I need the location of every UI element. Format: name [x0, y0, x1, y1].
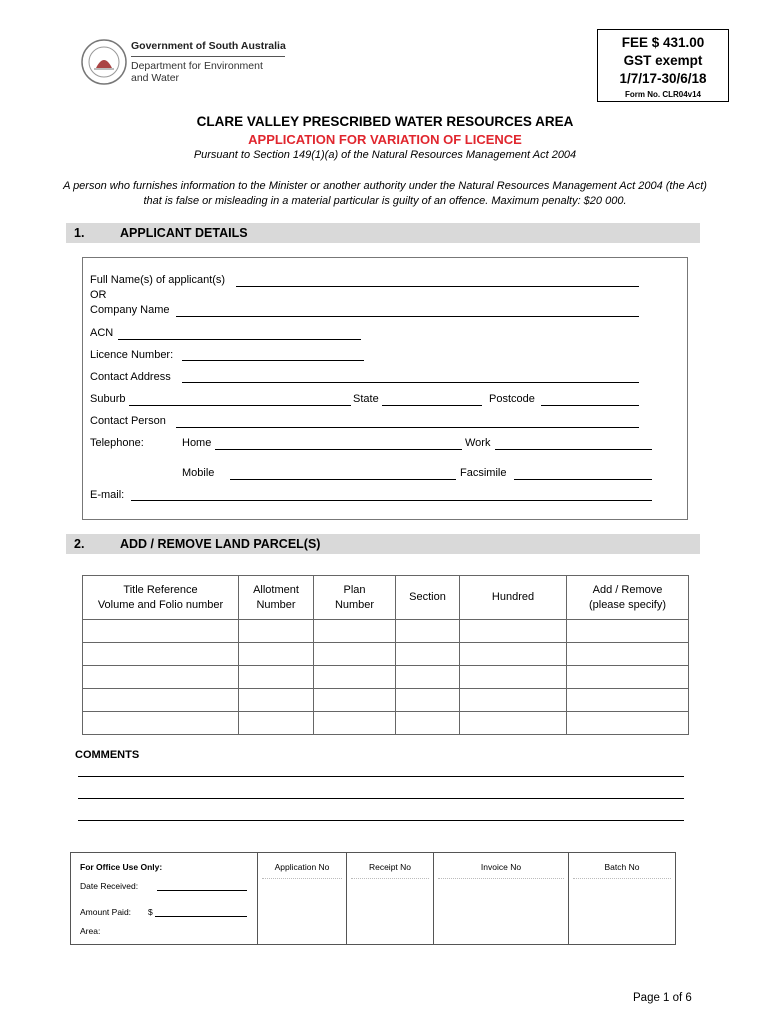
col-allotment-line2: Number	[256, 598, 296, 611]
date-received-field[interactable]	[157, 890, 247, 891]
table-cell[interactable]	[239, 689, 314, 712]
col-title-reference-line2: Volume and Folio number	[97, 598, 224, 611]
fee-box	[597, 29, 729, 102]
col-allotment	[239, 576, 314, 620]
table-cell[interactable]	[460, 689, 567, 712]
table-row	[83, 689, 689, 712]
facsimile-label: Facsimile	[460, 467, 507, 479]
land-parcel-table	[82, 575, 689, 735]
amount-paid-label: Amount Paid:	[80, 907, 132, 917]
government-crest-logo	[80, 38, 128, 86]
col-title-reference-line1: Title Reference	[123, 583, 198, 596]
facsimile-field[interactable]	[514, 479, 652, 480]
org-line3: and Water	[131, 72, 180, 84]
invoice-no-cell	[434, 853, 569, 945]
mobile-label: Mobile	[182, 467, 215, 479]
comments-line-3[interactable]	[78, 820, 684, 821]
state-label: State	[353, 393, 379, 405]
dollar-sign: $	[148, 907, 153, 917]
contact-person-field[interactable]	[176, 427, 639, 428]
table-row	[83, 666, 689, 689]
table-cell[interactable]	[460, 712, 567, 735]
org-line2: Department for Environment	[131, 60, 263, 72]
batch-no-label: Batch No	[604, 862, 640, 872]
col-add-remove-line2: (please specify)	[588, 598, 667, 611]
email-field[interactable]	[131, 500, 652, 501]
contact-address-field[interactable]	[182, 382, 639, 383]
penalty-warning: A person who furnishes information to the Minister or another authority under the Natural Resources Management Act 2004 (the Act) that is false or misleading in a material particular is guilty of an offence. Maximum penalty: $20 000.	[63, 180, 707, 207]
document-subtitle: APPLICATION FOR VARIATION OF LICENCE	[248, 132, 522, 147]
page-number: Page 1 of 6	[633, 992, 692, 1004]
table-row	[83, 620, 689, 643]
area-label: Area:	[80, 926, 101, 936]
application-no-cell	[258, 853, 347, 945]
table-cell[interactable]	[460, 666, 567, 689]
or-label: OR	[90, 289, 107, 301]
form-number: Form No. CLR04v14	[624, 90, 702, 99]
section2-title: ADD / REMOVE LAND PARCEL(S)	[120, 537, 321, 551]
table-cell[interactable]	[396, 666, 460, 689]
department-name	[131, 40, 286, 84]
col-add-remove	[567, 576, 689, 620]
table-cell[interactable]	[83, 689, 239, 712]
acn-field[interactable]	[118, 339, 361, 340]
section2-number: 2.	[74, 537, 85, 551]
comments-line-2[interactable]	[78, 798, 684, 799]
pursuant-statement: Pursuant to Section 149(1)(a) of the Natural Resources Management Act 2004	[193, 149, 577, 161]
table-cell[interactable]	[567, 620, 689, 643]
col-allotment-line1: Allotment	[253, 583, 299, 596]
office-use-title: For Office Use Only:	[80, 862, 163, 872]
home-phone-label: Home	[182, 437, 212, 449]
col-hundred: Hundred	[460, 576, 567, 620]
section1-title: APPLICANT DETAILS	[120, 226, 248, 240]
contact-person-label: Contact Person	[90, 415, 166, 427]
table-cell[interactable]	[314, 712, 396, 735]
home-phone-field[interactable]	[215, 449, 462, 450]
gst-status: GST exempt	[623, 53, 703, 68]
contact-address-label: Contact Address	[90, 371, 171, 383]
licence-number-label: Licence Number:	[90, 349, 174, 361]
postcode-field[interactable]	[541, 405, 639, 406]
office-use-table	[70, 852, 676, 945]
comments-heading: COMMENTS	[75, 749, 140, 761]
table-cell[interactable]	[83, 643, 239, 666]
company-name-label: Company Name	[90, 304, 170, 316]
table-cell[interactable]	[83, 620, 239, 643]
invoice-no-label: Invoice No	[480, 862, 522, 872]
col-section: Section	[396, 576, 460, 620]
col-plan-line2: Number	[334, 598, 375, 611]
table-cell[interactable]	[567, 712, 689, 735]
work-phone-label: Work	[465, 437, 491, 449]
state-field[interactable]	[382, 405, 482, 406]
telephone-label: Telephone:	[90, 437, 144, 449]
table-cell[interactable]	[460, 620, 567, 643]
table-cell[interactable]	[314, 620, 396, 643]
fee-period: 1/7/17-30/6/18	[619, 71, 707, 86]
postcode-label: Postcode	[489, 393, 535, 405]
amount-paid-field[interactable]	[155, 916, 247, 917]
col-title-reference	[83, 576, 239, 620]
table-cell[interactable]	[239, 643, 314, 666]
col-plan	[314, 576, 396, 620]
table-cell[interactable]	[567, 643, 689, 666]
section1-heading	[66, 223, 700, 243]
table-cell[interactable]	[239, 666, 314, 689]
table-cell[interactable]	[396, 689, 460, 712]
table-cell[interactable]	[396, 643, 460, 666]
receipt-no-cell	[347, 853, 434, 945]
table-cell[interactable]	[460, 643, 567, 666]
col-add-remove-line1: Add / Remove	[592, 583, 663, 596]
table-row	[83, 712, 689, 735]
table-header-row	[83, 576, 689, 620]
suburb-label: Suburb	[90, 393, 126, 405]
section2-heading	[66, 534, 700, 554]
table-cell[interactable]	[396, 712, 460, 735]
table-cell[interactable]	[567, 666, 689, 689]
org-line1: Government of South Australia	[131, 40, 286, 52]
document-title: CLARE VALLEY PRESCRIBED WATER RESOURCES AREA	[196, 114, 574, 129]
table-row	[83, 643, 689, 666]
receipt-no-label: Receipt No	[368, 862, 412, 872]
table-cell[interactable]	[314, 666, 396, 689]
col-plan-line1: Plan	[343, 583, 366, 596]
table-cell[interactable]	[83, 666, 239, 689]
fee-amount: FEE $ 431.00	[621, 35, 705, 50]
table-cell[interactable]	[314, 643, 396, 666]
application-no-label: Application No	[274, 862, 330, 872]
table-cell[interactable]	[239, 620, 314, 643]
suburb-field[interactable]	[129, 405, 351, 406]
batch-no-cell	[569, 853, 676, 945]
applicant-details-box	[82, 257, 688, 520]
licence-number-field[interactable]	[182, 360, 364, 361]
mobile-field[interactable]	[230, 479, 456, 480]
work-phone-field[interactable]	[495, 449, 652, 450]
office-use-details	[71, 853, 258, 945]
table-cell[interactable]	[396, 620, 460, 643]
date-received-label: Date Received:	[80, 881, 139, 891]
full-name-field[interactable]	[236, 286, 639, 287]
table-cell[interactable]	[314, 689, 396, 712]
comments-line-1[interactable]	[78, 776, 684, 777]
full-name-label: Full Name(s) of applicant(s)	[90, 274, 226, 286]
company-name-field[interactable]	[176, 316, 639, 317]
table-cell[interactable]	[83, 712, 239, 735]
email-label: E-mail:	[90, 489, 125, 501]
table-cell[interactable]	[567, 689, 689, 712]
acn-label: ACN	[90, 327, 114, 339]
table-cell[interactable]	[239, 712, 314, 735]
section1-number: 1.	[74, 226, 85, 240]
